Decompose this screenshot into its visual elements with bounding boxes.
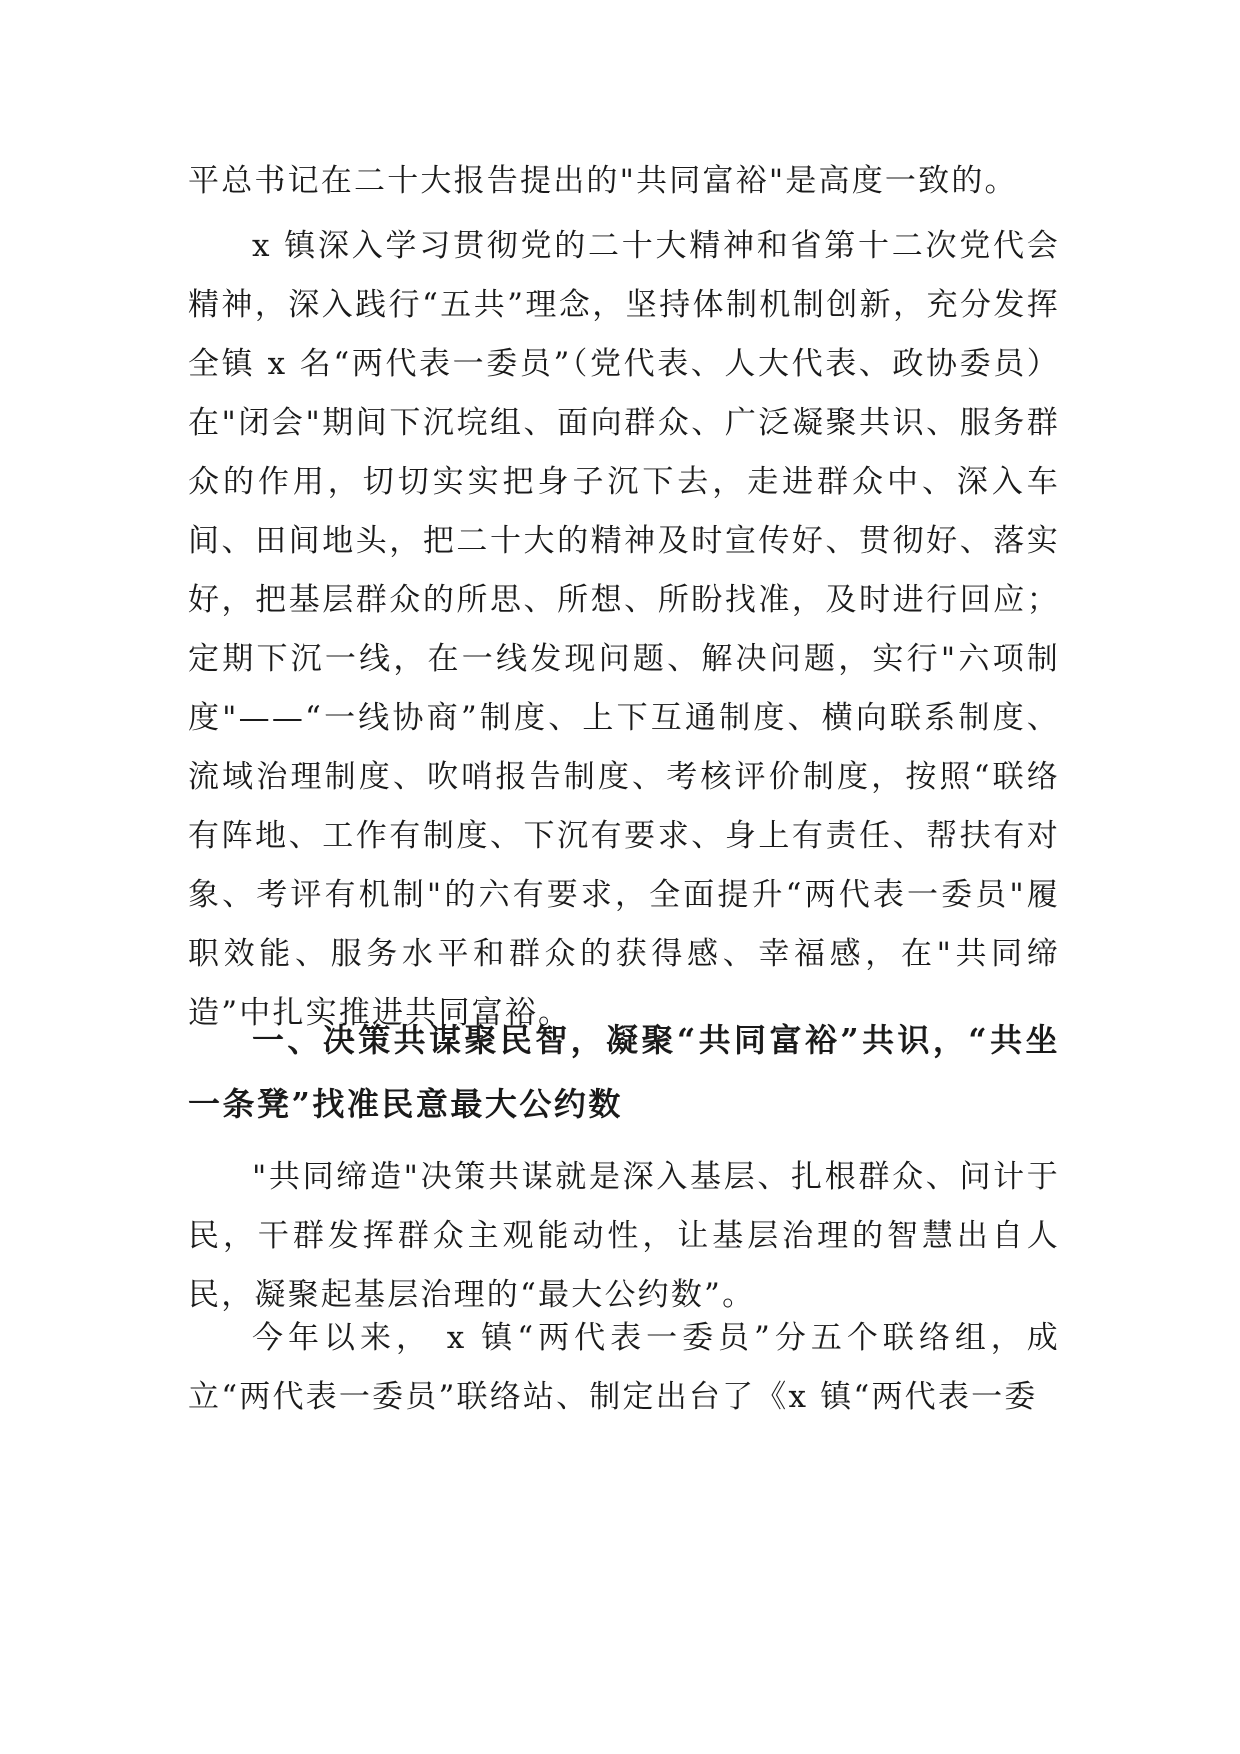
paragraph-continuation: 平总书记在二十大报告提出的"共同富裕"是高度一致的。: [188, 163, 1018, 199]
section-heading: 一、决策共谋聚民智，凝聚“共同富裕”共识，“共坐一条凳”找准民意最大公约数: [188, 1021, 1060, 1123]
paragraph-decision: "共同缔造"决策共谋就是深入基层、扎根群众、问计于民，干群发挥群众主观能动性，让基层治理的智慧出自人民，凝聚起基层治理的“最大公约数”。: [188, 1159, 1060, 1313]
paragraph-this-year: 今年以来， x 镇“两代表一委员”分五个联络组，成立“两代表一委员”联络站、制定出台了《x 镇“两代表一委: [188, 1320, 1060, 1415]
paragraph-intro: x 镇深入学习贯彻党的二十大精神和省第十二次党代会精神，深入践行“五共”理念，坚持体制机制创新，充分发挥全镇 x 名“两代表一委员”（党代表、人大代表、政协委员）在"闭会"期间下沉垸组、面向群众、广泛凝聚共识、服务群众的作用，切切实实把身子沉下去，走进群众中、深入车间、田间地头，把二十大的精神及时宣传好、贯彻好、落实好，把基层群众的所思、所想、所盼找准，及时进行回应；定期下沉一线，在一线发现问题、解决问题，实行"六项制度"——“一线协商”制度、上下互通制度、横向联系制度、流域治理制度、吹哨报告制度、考核评价制度，按照“联络有阵地、工作有制度、下沉有要求、身上有责任、帮扶有对象、考评有机制"的六有要求，全面提升“两代表一委员"履职效能、服务水平和群众的获得感、幸福感，在"共同缔造”中扎实推进共同富裕。: [188, 228, 1060, 1031]
